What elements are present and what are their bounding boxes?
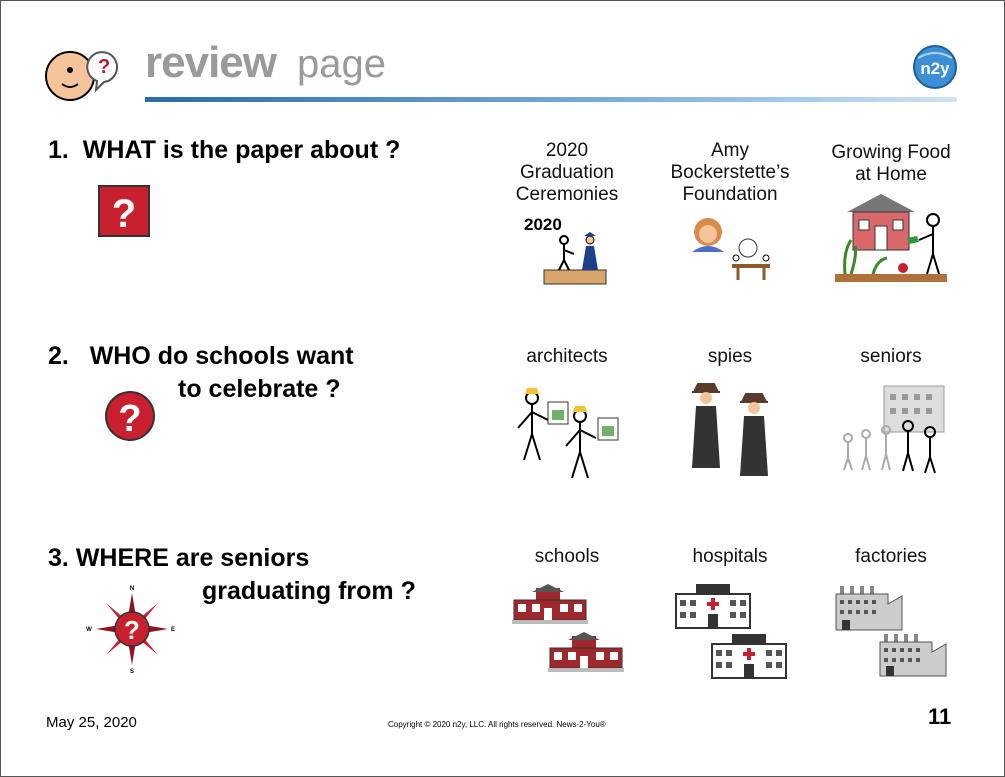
option-graduation-label[interactable]: 2020 Graduation Ceremonies [515,140,619,205]
factories-icon[interactable] [834,584,950,680]
question-1-text: WHAT is the paper about ? [82,136,401,164]
question-3 [48,542,309,574]
compass-e: E [170,627,176,633]
spies-icon[interactable] [688,380,778,480]
option-growing-food-label[interactable]: Growing Food at Home [831,142,951,185]
graduation-icon[interactable] [522,210,612,290]
hospitals-icon[interactable] [672,582,790,682]
compass-s: S [129,669,135,675]
compass-question-icon [86,583,178,675]
footer-copyright: Copyright © 2020 n2y, LLC. All rights reserved. News-2-You® [388,720,606,729]
question-2-number: 2. [48,342,69,370]
schools-icon[interactable] [510,584,628,682]
question-1-number: 1. [48,136,69,164]
seniors-icon[interactable] [836,380,948,480]
title-underline [145,97,957,102]
page-title-bold: review [145,38,276,87]
n2y-logo-icon [912,44,958,90]
svg-text:?: ? [118,398,142,440]
svg-text:?: ? [111,192,137,236]
page-number: 11 [928,704,952,729]
option-schools-label[interactable]: schools [534,546,600,567]
compass-n: N [129,586,135,592]
page-title-light: page [297,42,386,86]
foundation-icon[interactable] [688,210,778,290]
question-2 [48,340,354,372]
option-seniors-label[interactable]: seniors [860,346,922,367]
option-spies-label[interactable]: spies [707,346,753,367]
option-architects-label[interactable]: architects [526,346,608,367]
option-foundation-label[interactable]: Amy Bockerstette’s Foundation [670,140,790,205]
question-2-line1: WHO do schools want [89,342,354,370]
growing-food-icon[interactable] [833,190,949,286]
graduation-year: 2020 [524,215,562,234]
question-3-line2: graduating from ? [202,577,416,605]
option-factories-label[interactable]: factories [855,546,927,567]
question-2-line2: to celebrate ? [178,375,341,403]
footer-date: May 25, 2020 [46,714,137,731]
architects-icon[interactable] [512,380,630,480]
n2y-logo-text: n2y [920,59,950,78]
svg-text:?: ? [124,615,140,645]
question-1 [48,134,400,166]
thinking-face-icon [40,40,130,106]
question-mark-box-icon [98,185,152,239]
svg-text:?: ? [98,56,111,78]
question-mark-circle-icon [104,388,156,446]
option-hospitals-label[interactable]: hospitals [692,546,768,567]
compass-w: W [86,627,92,633]
question-3-number: 3. [48,544,69,572]
question-3-line1: WHERE are seniors [75,544,310,572]
